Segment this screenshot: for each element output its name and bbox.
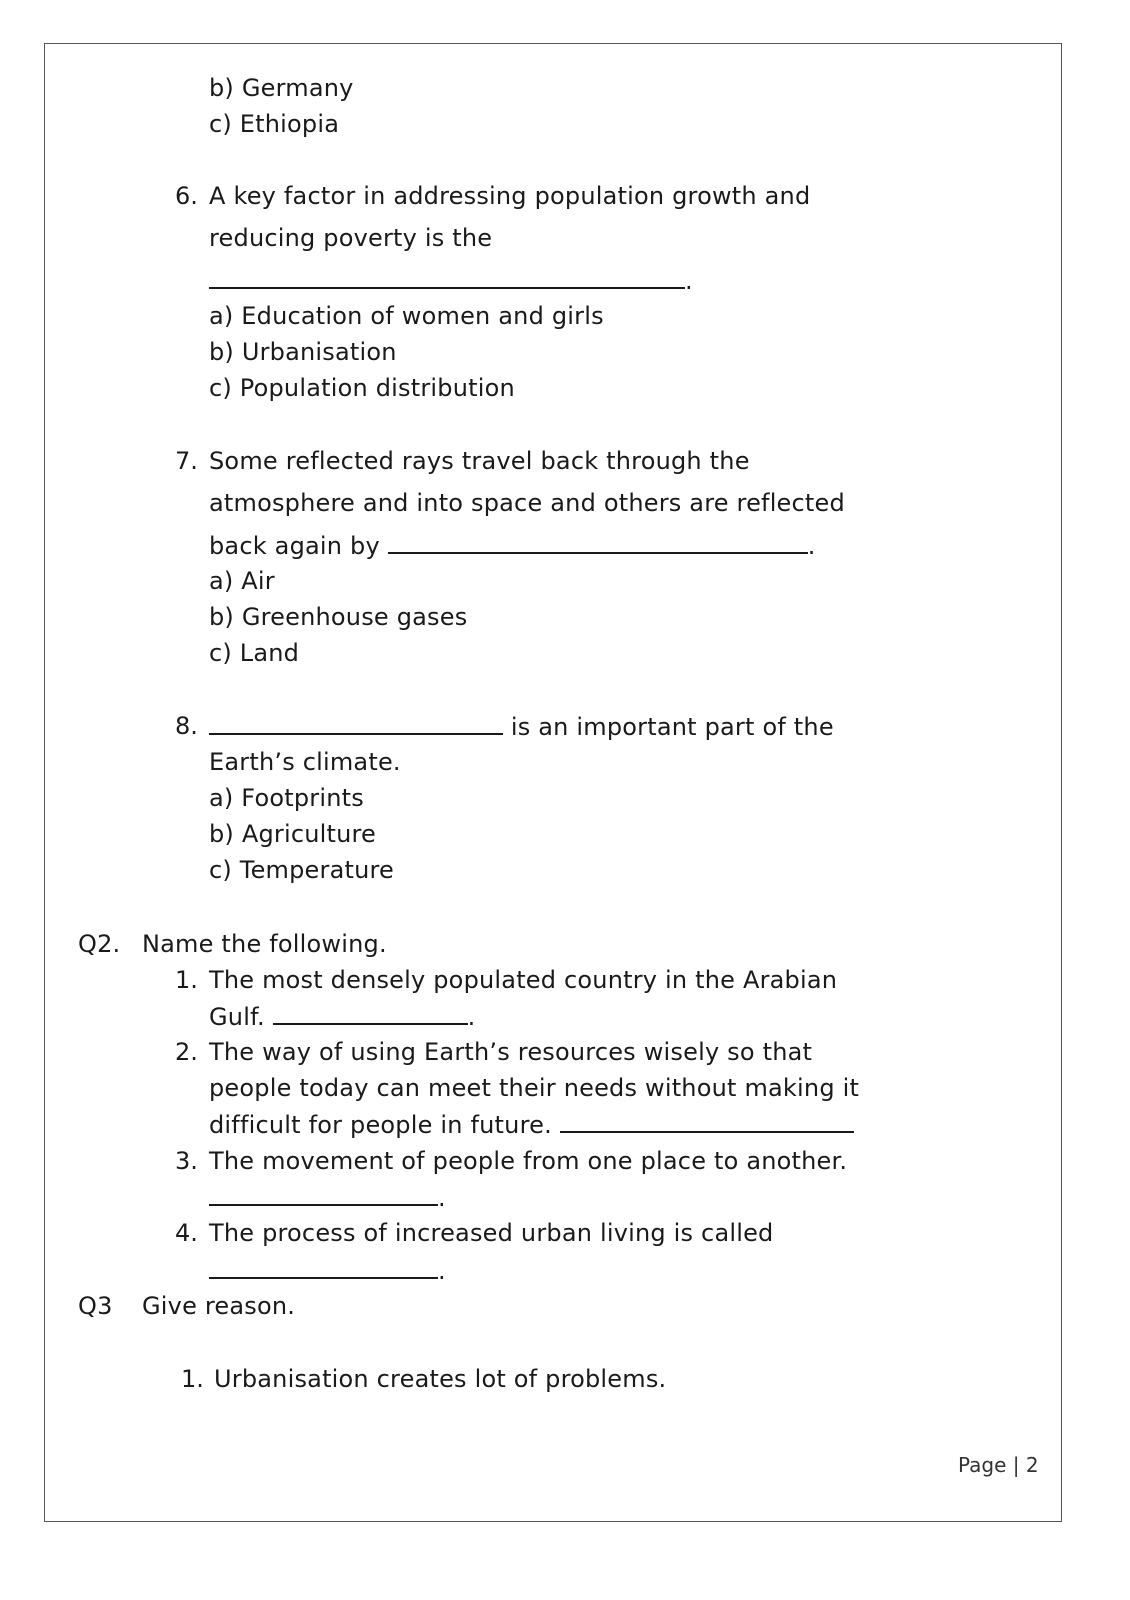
option: a) Footprints <box>209 784 364 812</box>
section-label: Q2. <box>78 930 121 958</box>
question-text: difficult for people in future. <box>209 1109 854 1140</box>
option: b) Greenhouse gases <box>209 603 468 631</box>
question-text: atmosphere and into space and others are reflected <box>209 489 845 517</box>
question-number: 2. <box>175 1038 198 1066</box>
question-text: The way of using Earth’s resources wisely so that <box>209 1038 813 1066</box>
question-number: 4. <box>175 1219 198 1247</box>
option: c) Population distribution <box>209 374 515 402</box>
option: b) Urbanisation <box>209 338 397 366</box>
question-number: 7. <box>175 447 198 475</box>
question-text: Some reflected rays travel back through the <box>209 447 750 475</box>
question-text: people today can meet their needs without making it <box>209 1074 860 1102</box>
section-label: Q3 <box>78 1292 113 1320</box>
question-text: reducing poverty is the <box>209 224 493 252</box>
question-text: Gulf. . <box>209 1003 476 1031</box>
option: a) Education of women and girls <box>209 302 604 330</box>
question-number: 1. <box>181 1365 204 1393</box>
question-number: 3. <box>175 1147 198 1175</box>
answer-blank[interactable]: . <box>209 1255 446 1286</box>
question-text: The most densely populated country in the Arabian <box>209 966 838 994</box>
question-number: 8. <box>175 712 198 740</box>
option: c) Land <box>209 639 300 667</box>
option: c) Ethiopia <box>209 110 340 138</box>
question-text: is an important part of the <box>209 711 834 742</box>
section-title: Give reason. <box>142 1292 296 1320</box>
answer-blank[interactable]: . <box>209 1182 446 1213</box>
question-text: back again by . <box>209 532 816 560</box>
question-number: 6. <box>175 182 198 210</box>
question-text: The process of increased urban living is called <box>209 1219 774 1247</box>
answer-blank[interactable] <box>273 1001 468 1025</box>
question-text: Urbanisation creates lot of problems. <box>214 1365 667 1393</box>
option: b) Germany <box>209 74 354 102</box>
question-text: A key factor in addressing population growth and <box>209 182 811 210</box>
question-number: 1. <box>175 966 198 994</box>
answer-blank[interactable] <box>388 530 808 554</box>
option: a) Air <box>209 567 275 595</box>
page-number: Page | 2 <box>958 1453 1039 1477</box>
answer-blank[interactable] <box>209 711 503 735</box>
section-title: Name the following. <box>142 930 387 958</box>
option: b) Agriculture <box>209 820 377 848</box>
question-text: Earth’s climate. <box>209 748 401 776</box>
option: c) Temperature <box>209 856 395 884</box>
question-text: The movement of people from one place to another. <box>209 1147 848 1175</box>
answer-blank[interactable] <box>560 1109 854 1133</box>
answer-blank[interactable]: . <box>209 265 693 296</box>
